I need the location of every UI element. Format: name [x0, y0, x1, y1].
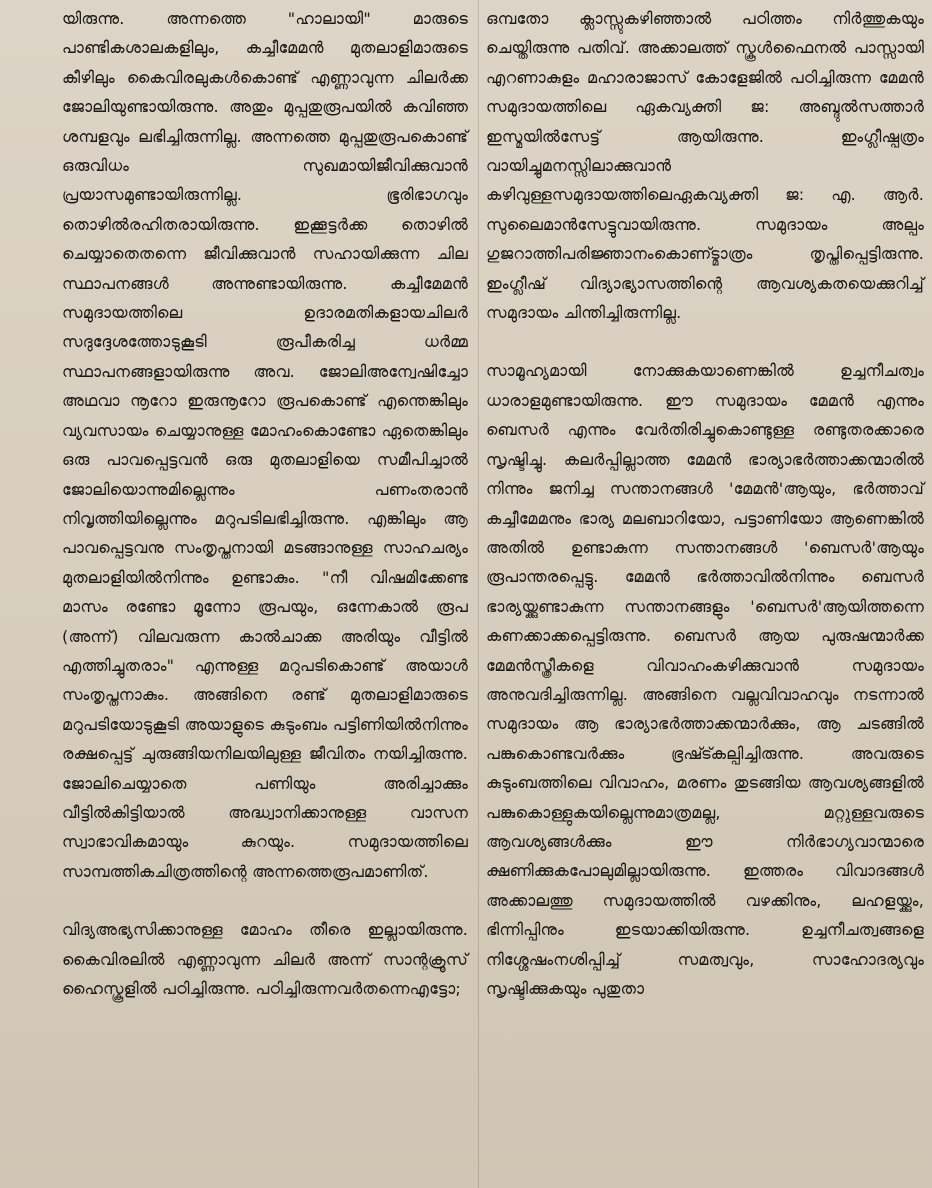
left-paragraph-2: വിദ്യഅഭ്യസിക്കാനുള്ള മോഹം തീരെ ഇല്ലായിരുന്നു. കൈവിരലിൽ എണ്ണാവുന്ന ചിലർ അന്ന് സാന്റക്രൂസ് ഹൈസ്കൂളിൽ പഠിച്ചിരുന്നു. പഠിച്ചിരുന്നവർതന്നെഎട്ടോ; [62, 920, 468, 998]
left-column [62, 4, 468, 1003]
column-divider [478, 0, 479, 1188]
right-column [486, 4, 924, 1003]
right-paragraph-1: ഒമ്പതോ ക്ലാസ്സുകഴിഞ്ഞാൽ പഠിത്തം നിർത്തുകയും ചെയ്തിരുന്നു പതിവ്. അക്കാലത്ത് സ്കൂൾഫൈനൽ പാസ്സായി എറണാകുളം മഹാരാജാസ് കോളേജിൽ പഠിച്ചിരുന്ന മേമൻ സമുദായത്തിലെ ഏകവ്യക്തി ജ: അബ്ദുൽസത്താർ ഇസ്മയിൽസേട്ട് ആയിരുന്നു. ഇംഗ്ലീഷ്പത്രം വായിച്ചുമനസ്സിലാക്കുവാൻ കഴിവുള്ളസമുദായത്തിലെഏകവ്യക്തി ജ: എ. ആർ. സുലൈമാൻസേട്ടുവായിരുന്നു. സമുദായം അല്പം ഗുജറാത്തിപരിജ്ഞാനംകൊണ്ട്മാത്രം തൃപ്തിപ്പെട്ടിരുന്നു. ഇംഗ്ലീഷ് വിദ്യാഭ്യാസത്തിന്റെ ആവശ്യകതയെക്കുറിച്ച് സമുദായം ചിന്തിച്ചിരുന്നില്ല. [486, 9, 924, 323]
left-paragraph-1: യിരുന്നു. അന്നത്തെ "ഹാലായി" മാരുടെ പാണ്ടികശാലകളിലും, കച്ചീമേമൻ മുതലാളിമാരുടെ കീഴിലും കൈവിരലുകൾകൊണ്ട് എണ്ണാവുന്ന ചിലർക്ക ജോലിയുണ്ടായിരുന്നു. അതും മുപ്പതുരൂപയിൽ കവിഞ്ഞ ശമ്പളവും ലഭിച്ചിരുന്നില്ല. അന്നത്തെ മുപ്പതുരൂപകൊണ്ട് ഒരുവിധം സുഖമായിജീവിക്കുവാൻ പ്രയാസമുണ്ടായിരുന്നില്ല. ഭൂരിഭാഗവും തൊഴിൽരഹിതരായിരുന്നു. ഇക്കൂട്ടർക്ക തൊഴിൽ ചെയ്യാതെതന്നെ ജീവിക്കുവാൻ സഹായിക്കുന്ന ചില സ്ഥാപനങ്ങൾ അന്നുണ്ടായിരുന്നു. കച്ചീമേമൻ സമുദായത്തിലെ ഉദാരമതികളായചിലർ സദുദ്ദേശത്തോടുകൂടി രൂപീകരിച്ച ധർമ്മ സ്ഥാപനങ്ങളായിരുന്നു അവ. ജോലിഅന്വേഷിച്ചോ അഥവാ നൂറോ ഇരുനൂറോ രൂപകൊണ്ട് എന്തെങ്കിലും വ്യവസായം ചെയ്യാനുള്ള മോഹംകൊണ്ടോ ഏതെങ്കിലും ഒരു പാവപ്പെട്ടവൻ ഒരു മുതലാളിയെ സമീപിച്ചാൽ ജോലിയൊന്നുമില്ലെന്നും പണംതരാൻ നിവൃത്തിയില്ലെന്നും മറുപടിലഭിച്ചിരുന്നു. എങ്കിലും ആ പാവപ്പെട്ടവനു സംതൃപ്തനായി മടങ്ങാനുള്ള സാഹചര്യം മുതലാളിയിൽനിന്നും ഉണ്ടാകും. "നീ വിഷമിക്കേണ്ട മാസം രണ്ടോ മൂന്നോ രൂപയും, ഒന്നേകാൽ രൂപ (അന്ന്) വിലവരുന്ന കാൽചാക്ക അരിയും വീട്ടിൽ എത്തിച്ചുതരാം" എന്നുള്ള മറുപടികൊണ്ട് അയാൾ സംതൃപ്തനാകും. അങ്ങിനെ രണ്ട് മുതലാളിമാരുടെ മറുപടിയോടുകൂടി അയാളുടെ കുടുംബം പട്ടിണിയിൽനിന്നും രക്ഷപ്പെട്ട് ചുരുങ്ങിയനിലയിലുള്ള ജീവിതം നയിച്ചിരുന്നു. ജോലിചെയ്യാതെ പണിയും അരിച്ചാക്കും വീട്ടിൽകിട്ടിയാൽ അദ്ധ്വാനിക്കാനുള്ള വാസന സ്വാഭാവികമായും കുറയും. സമുദായത്തിലെ സാമ്പത്തികചിത്രത്തിന്റെ അന്നത്തെരൂപമാണിത്. [62, 9, 468, 881]
right-paragraph-2: സാമൂഹ്യമായി നോക്കുകയാണെങ്കിൽ ഉച്ചനീചത്വം ധാരാളമുണ്ടായിരുന്നു. ഈ സമുദായം മേമൻ എന്നും ബെസർ എന്നും വേർതിരിച്ചുകൊണ്ടുള്ള രണ്ടുതരക്കാരെ സൃഷ്ടിച്ചു. കലർപ്പില്ലാത്ത മേമൻ ഭാര്യാഭർത്താക്കന്മാരിൽ നിന്നും ജനിച്ച സന്താനങ്ങൾ 'മേമൻ'ആയും, ഭർത്താവ് കച്ചീമേമനും ഭാര്യ മലബാറിയോ, പട്ടാണിയോ ആണെങ്കിൽ അതിൽ ഉണ്ടാകുന്ന സന്താനങ്ങൾ 'ബെസർ'ആയും രൂപാന്തരപ്പെട്ടു. മേമൻ ഭർത്താവിൽനിന്നും ബെസർ ഭാര്യയ്ക്കുണ്ടാകുന്ന സന്താനങ്ങളും 'ബെസർ'ആയിത്തന്നെ കണക്കാക്കപ്പെട്ടിരുന്നു. ബെസർ ആയ പുരുഷന്മാർക്ക മേമൻസ്ത്രീകളെ വിവാഹംകഴിക്കുവാൻ സമുദായം അനുവദിച്ചിരുന്നില്ല. അങ്ങിനെ വല്ലവിവാഹവും നടന്നാൽ സമുദായം ആ ഭാര്യാഭർത്താക്കന്മാർക്കും, ആ ചടങ്ങിൽ പങ്കുകൊണ്ടവർക്കും ഭ്രഷ്ട്കല്പിച്ചിരുന്നു. അവരുടെ കുടുംബത്തിലെ വിവാഹം, മരണം തുടങ്ങിയ ആവശ്യങ്ങളിൽ പങ്കുകൊള്ളുകയില്ലെന്നുമാത്രമല്ല, മറ്റുള്ളവരുടെ ആവശ്യങ്ങൾക്കും ഈ നിർഭാഗ്യവാന്മാരെ ക്ഷണിക്കുകപോലുമില്ലായിരുന്നു. ഇത്തരം വിവാദങ്ങൾ അക്കാലത്തു സമുദായത്തിൽ വഴക്കിനും, ലഹളയ്ക്കും, ഭിന്നിപ്പിനും ഇടയാക്കിയിരുന്നു. ഉച്ചനീചത്വങ്ങളെ നിശ്ശേഷംനശിപ്പിച്ച് സമത്വവും, സാഹോദര്യവും സൃഷ്ടിക്കുകയും പുതുതാ [486, 361, 924, 998]
